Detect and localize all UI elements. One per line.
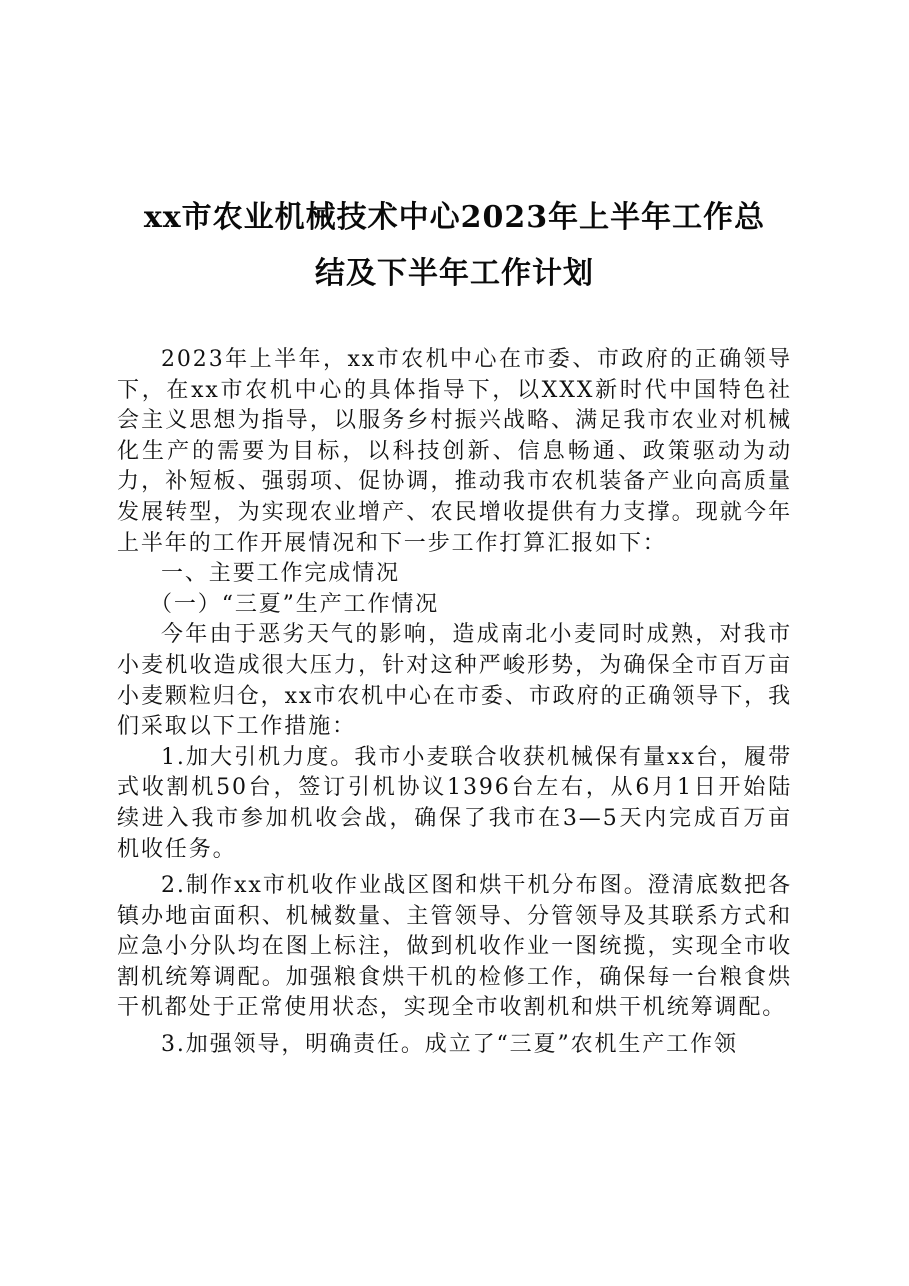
list-item-1: 1.加大引机力度。我市小麦联合收获机械保有量xx台，履带式收割机50台，签订引机协议1396台左右，从6月1日开始陆续进入我市参加机收会战，确保了我市在3—5天内完成百万亩机收任务。 — [117, 744, 792, 862]
document-title — [117, 190, 792, 302]
list-item-3: 3.加强领导，明确责任。成立了“三夏”农机生产工作领 — [161, 1032, 738, 1058]
title-line-2: 结及下半年工作计划 — [315, 256, 594, 291]
list-item-2: 2.制作xx市机收作业战区图和烘干机分布图。澄清底数把各镇办地亩面积、机械数量、主管领导、分管领导及其联系方式和应急小分队均在图上标注，做到机收作业一图统揽，实现全市收割机统筹调配。加强粮食烘干机的检修工作，确保每一台粮食烘干机都处于正常使用状态，实现全市收割机和烘干机统筹调配。 — [117, 873, 792, 1021]
subsection-heading-1: （一）“三夏”生产工作情况 — [150, 591, 440, 617]
title-line-1: xx市农业机械技术中心2023年上半年工作总 — [143, 200, 766, 235]
intro-paragraph: 2023年上半年，xx市农机中心在市委、市政府的正确领导下，在xx市农机中心的具体指导下，以XXX新时代中国特色社会主义思想为指导，以服务乡村振兴战略、满足我市农业对机械化生产的需要为目标，以科技创新、信息畅通、政策驱动为动力，补短板、强弱项、促协调，推动我市农机装备产业向高质量发展转型，为实现农业增产、农民增收提供有力支撑。现就今年上半年的工作开展情况和下一步工作打算汇报如下： — [117, 347, 792, 556]
document-body — [117, 345, 792, 1061]
section-heading-1: 一、主要工作完成情况 — [161, 561, 401, 587]
subsection-paragraph-1: 今年由于恶劣天气的影响，造成南北小麦同时成熟，对我市小麦机收造成很大压力，针对这种严峻形势，为确保全市百万亩小麦颗粒归仓，xx市农机中心在市委、市政府的正确领导下，我们采取以下工作措施： — [117, 622, 792, 740]
